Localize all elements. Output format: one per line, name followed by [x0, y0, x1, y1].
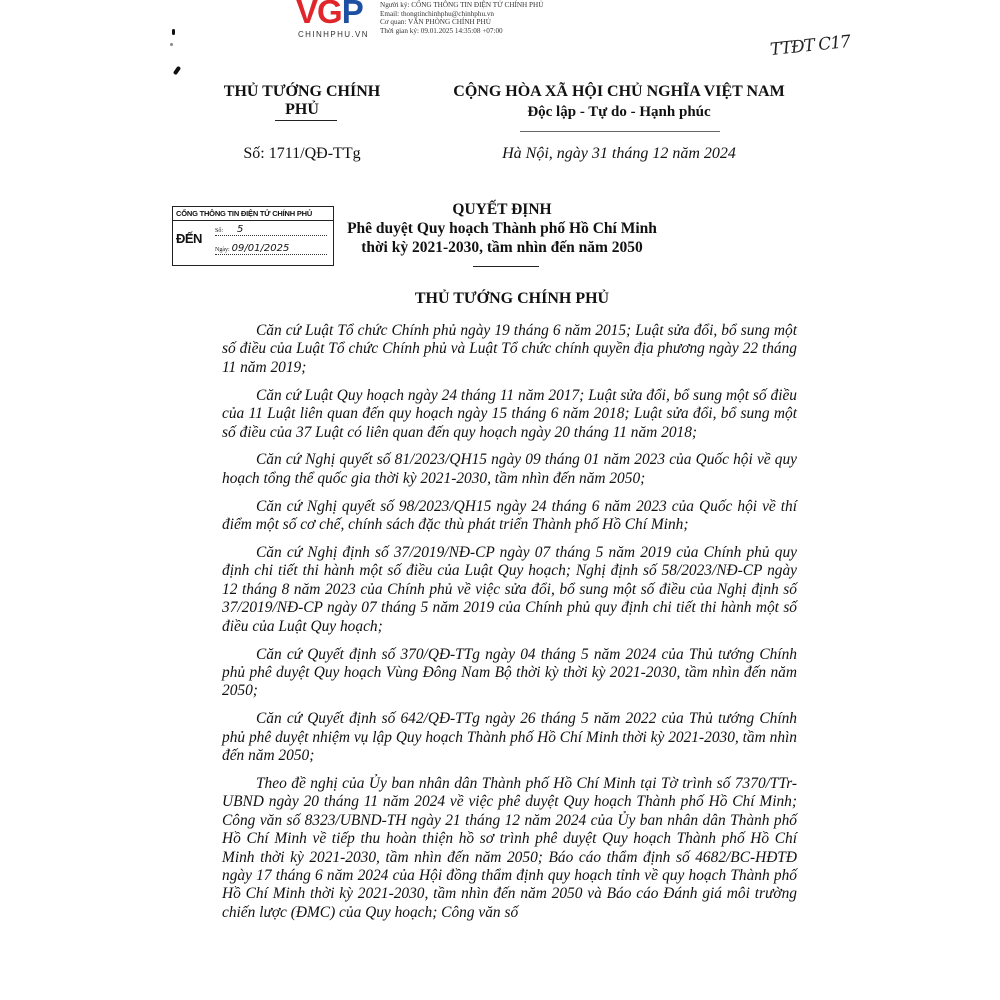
received-stamp — [172, 206, 334, 266]
scan-mark — [173, 66, 181, 76]
vgp-logo — [296, 0, 382, 40]
document-body — [222, 322, 797, 932]
authority-heading: THỦ TƯỚNG CHÍNH PHỦ — [414, 290, 610, 307]
stamp-number-row — [215, 224, 327, 236]
decision-subject-line1: Phê duyệt Quy hoạch Thành phố Hồ Chí Minh — [347, 220, 657, 237]
decision-type: QUYẾT ĐỊNH — [452, 201, 552, 218]
signed-time: Thời gian ký: 09.01.2025 14:35:08 +07:00 — [380, 26, 503, 35]
signer: Người ký: CỔNG THÔNG TIN ĐIỆN TỬ CHÍNH PHỦ — [380, 1, 544, 9]
legal-basis-paragraph: Căn cứ Quyết định số 642/QĐ-TTg ngày 26 tháng 5 năm 2022 của Thủ tướng Chính phủ phê duyệt nhiệm vụ lập Quy hoạch Thành phố Hồ Chí Minh thời kỳ 2021-2030, tầm nhìn đến năm 2050; — [222, 710, 797, 765]
legal-basis-paragraph: Căn cứ Quyết định số 370/QĐ-TTg ngày 04 tháng 5 năm 2024 của Thủ tướng Chính phủ phê duyệt Quy hoạch Vùng Đông Nam Bộ thời kỳ thời kỳ 2021-2030, tầm nhìn đến năm 2050; — [222, 645, 797, 700]
title-underline — [473, 266, 539, 267]
scan-mark — [172, 29, 175, 35]
issuer-underline — [275, 120, 337, 121]
legal-basis-paragraph: Căn cứ Nghị định số 37/2019/NĐ-CP ngày 07 tháng 5 năm 2019 của Chính phủ quy định chi tiết thi hành một số điều của Luật Quy hoạch; Nghị định số 58/2023/NĐ-CP ngày 12 tháng 8 năm 2023 của Chính phủ về việc sửa đổi, bổ sung một số điều của Nghị định số 37/2019/NĐ-CP ngày 07 tháng 5 năm 2019 của Chính phủ quy định chi tiết thi hành một số điều của Luật Quy hoạch; — [222, 544, 797, 635]
stamp-org: CỔNG THÔNG TIN ĐIỆN TỬ CHÍNH PHỦ — [173, 207, 333, 221]
legal-basis-paragraph: Căn cứ Luật Tổ chức Chính phủ ngày 19 tháng 6 năm 2015; Luật sửa đổi, bổ sung một số điều của Luật Tổ chức Chính phủ và Luật Tổ chức chính quyền địa phương ngày 22 tháng 11 năm 2019; — [222, 322, 797, 376]
scan-mark — [170, 43, 173, 46]
vgp-logo-subtext: CHINHPHU.VN — [298, 30, 369, 39]
stamp-date-label: Ngày: — [215, 247, 230, 253]
document-number: Số: 1711/QĐ-TTg — [243, 145, 361, 162]
place-date: Hà Nội, ngày 31 tháng 12 năm 2024 — [502, 145, 736, 162]
decision-title — [338, 200, 666, 257]
issuer-heading: THỦ TƯỚNG CHÍNH PHỦ — [223, 83, 381, 118]
legal-basis-paragraph: Căn cứ Nghị quyết số 81/2023/QH15 ngày 09 tháng 01 năm 2023 của Quốc hội về quy hoạch tổng thể quốc gia thời kỳ 2021-2030, tầm nhìn đến năm 2050; — [222, 451, 797, 487]
digital-signature-info — [380, 1, 543, 35]
stamp-date-row — [215, 243, 327, 255]
nation-heading: CỘNG HÒA XÃ HỘI CHỦ NGHĨA VIỆT NAM — [453, 83, 785, 100]
handwritten-note: TTĐT C17 — [769, 31, 851, 61]
legal-basis-paragraph: Căn cứ Nghị quyết số 98/2023/QH15 ngày 24 tháng 6 năm 2023 của Quốc hội về thí điểm một số cơ chế, chính sách đặc thù phát triển Thành phố Hồ Chí Minh; — [222, 497, 797, 534]
signer-agency: Cơ quan: VĂN PHÒNG CHÍNH PHỦ — [380, 18, 491, 27]
decision-subject-line2: thời kỳ 2021-2030, tầm nhìn đến năm 2050 — [361, 239, 643, 256]
motto-underline — [520, 131, 720, 132]
legal-basis-paragraph: Căn cứ Luật Quy hoạch ngày 24 tháng 11 năm 2017; Luật sửa đổi, bổ sung một số điều của 11 Luật liên quan đến quy hoạch ngày 15 tháng 6 năm 2018; Luật sửa đổi, bổ sung một số điều của 37 Luật có liên quan đến quy hoạch ngày 20 tháng 11 năm 2018; — [222, 386, 797, 441]
stamp-date-value: 09/01/2025 — [231, 243, 290, 254]
signer-email: Email: thongtinchinhphu@chinhphu.vn — [380, 9, 495, 18]
stamp-number-value: 5 — [237, 224, 244, 235]
proposal-paragraph: Theo đề nghị của Ủy ban nhân dân Thành phố Hồ Chí Minh tại Tờ trình số 7370/TTr-UBND ngày 20 tháng 11 năm 2024 về việc phê duyệt Quy hoạch Thành phố Hồ Chí Minh; Công văn số 8323/UBND-TH ngày 21 tháng 12 năm 2024 của Ủy ban nhân dân Thành phố Hồ Chí Minh về tiếp thu hoàn thiện hồ sơ trình phê duyệt Quy hoạch Thành phố Hồ Chí Minh thời kỳ 2021-2030, tầm nhìn đến năm 2050; Báo cáo thẩm định số 4682/BC-HĐTĐ ngày 17 tháng 6 năm 2024 của Hội đồng thẩm định quy hoạch tỉnh về quy hoạch Thành phố Hồ Chí Minh thời kỳ 2021-2030, tầm nhìn đến năm 2050 và Báo cáo Đánh giá môi trường chiến lược (ĐMC) của Quy hoạch; Công văn số — [222, 775, 797, 921]
stamp-label: ĐẾN — [176, 231, 202, 246]
motto: Độc lập - Tự do - Hạnh phúc — [527, 104, 711, 120]
stamp-number-label: Số: — [215, 228, 224, 234]
vgp-logo-letters: VGP — [296, 0, 363, 30]
